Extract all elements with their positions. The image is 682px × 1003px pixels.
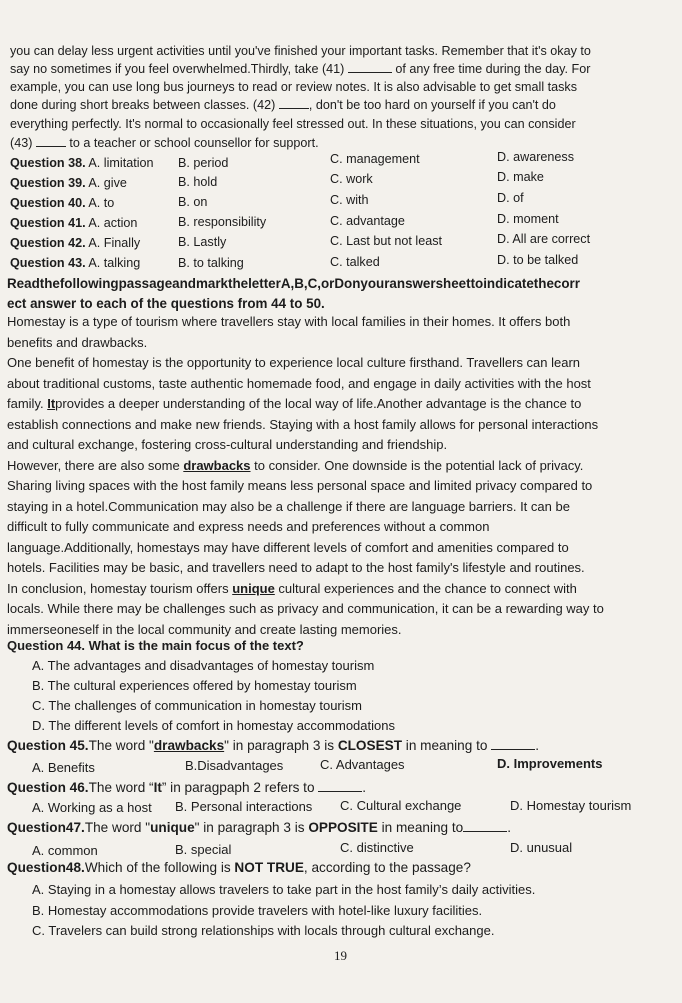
question-46-stem [7,780,366,795]
question-label: Question 43. [10,256,86,270]
option-d[interactable]: D. awareness [497,150,574,164]
q44-option-b[interactable]: B. The cultural experiences offered by homestay tourism [32,678,357,693]
option-a[interactable]: A. to [88,196,115,210]
option-b[interactable]: B. hold [178,175,218,189]
question-40 [10,196,114,210]
stem-keyword: OPPOSITE [308,820,378,835]
question-label: Question 41. [10,216,86,230]
stem-text: in meaning to [402,738,492,753]
option-d[interactable]: D. of [497,191,524,205]
q45-option-b[interactable]: B.Disadvantages [185,758,284,773]
option-c[interactable]: C. advantage [330,214,405,228]
stem-text: The word “ [88,780,154,795]
cloze-line-4 [10,98,556,113]
target-word: It [153,780,162,795]
question-label: Question48. [7,860,85,875]
stem-text: ” in paragpaph 2 refers to [161,780,319,795]
q48-option-a[interactable]: A. Staying in a homestay allows travelers to take part in the host family’s daily activities. [32,882,536,897]
instruction-line-1: ReadthefollowingpassageandmarktheletterA,B,C,orDonyouranswersheettoindicatethecorr [7,276,580,291]
q46-option-d[interactable]: D. Homestay tourism [510,798,632,813]
stem-keyword: CLOSEST [337,738,403,753]
blank-43[interactable] [36,136,66,147]
passage-line: hotels. Facilities may be basic, and travellers need to adapt to the host family's lifestyle and routines. [7,560,585,575]
option-a[interactable]: A. talking [88,256,141,270]
stem-text: . [535,738,539,753]
passage-line: One benefit of homestay is the opportunity to experience local culture firsthand. Travellers can learn [7,355,581,370]
question-label: Question 38. [10,156,86,170]
option-c[interactable]: C. Last but not least [330,234,443,248]
cloze-text: say no sometimes if you feel overwhelmed.Thirdly, take (41) [10,62,345,76]
passage-line: locals. While there may be challenges such as privacy and communication, it can be a rewarding way to [7,601,604,616]
question-label: Question 46. [7,780,89,795]
option-c[interactable]: C. work [330,172,373,186]
option-a[interactable]: A. give [88,176,127,190]
passage [7,312,671,640]
question-44-stem: Question 44. What is the main focus of the text? [7,638,304,653]
cloze-line-6 [10,136,319,151]
cloze-line-5: everything perfectly. It's normal to occasionally feel stressed out. In these situations, you can consider [10,117,576,131]
q45-option-c[interactable]: C. Advantages [320,757,405,772]
q47-option-d[interactable]: D. unusual [510,840,573,855]
q48-option-b[interactable]: B. Homestay accommodations provide travelers with hotel-like luxury facilities. [32,903,483,918]
target-word: drawbacks [153,738,225,753]
page-number: 19 [334,948,347,963]
question-38 [10,156,154,170]
option-a[interactable]: A. limitation [88,156,154,170]
option-d[interactable]: D. to be talked [497,253,579,267]
passage-line: staying in a hotel.Communication may also be a challenge if there are language barriers. It can be [7,498,570,514]
passage-text: provides a deeper understanding of the local way of life.Another advantage is the chance to [55,396,582,411]
q46-option-b[interactable]: B. Personal interactions [175,799,313,814]
stem-text: Which of the following is [84,860,235,875]
option-a[interactable]: A. action [88,216,138,230]
cloze-text: to a teacher or school counsellor for support. [69,136,319,150]
cloze-line-2 [10,62,590,77]
question-label: Question 40. [10,196,86,210]
passage-line [7,579,671,600]
stem-text: " in paragraph 3 is [194,820,309,835]
q48-option-c[interactable]: C. Travelers can build strong relationships with locals through cultural exchange. [32,923,495,938]
option-b[interactable]: B. Lastly [178,235,227,249]
passage-line [7,394,671,415]
option-b[interactable]: B. period [178,156,229,170]
question-label: Question47. [7,820,85,835]
option-c[interactable]: C. talked [330,255,380,269]
option-d[interactable]: D. make [497,170,544,184]
passage-text: cultural experiences and the chance to connect with [274,580,577,596]
stem-text: . [507,820,511,835]
q46-option-a[interactable]: A. Working as a host [32,800,152,815]
question-45-stem [7,738,539,753]
passage-line: and cultural exchange, fostering cross-cultural understanding and friendship. [7,437,448,452]
cloze-text: of any free time during the day. For [395,62,591,76]
q47-option-a[interactable]: A. common [32,843,98,858]
passage-text: to consider. One downside is the potential lack of privacy. [250,457,584,473]
cloze-line-3: example, you can use long bus journeys to read or review notes. It is also advisable to get small tasks [10,80,578,94]
question-label: Question 39. [10,176,86,190]
stem-text: . [362,780,367,795]
blank-41[interactable] [348,62,392,73]
q44-option-d[interactable]: D. The different levels of comfort in homestay accommodations [32,718,395,733]
option-b[interactable]: B. on [178,195,208,209]
question-47-stem [7,820,511,835]
question-41 [10,216,137,230]
cloze-line-1: you can delay less urgent activities until you've finished your important tasks. Remember that it's okay to [10,44,591,58]
passage-text: In conclusion, homestay tourism offers [7,580,233,596]
question-label: Question 45. [7,738,89,753]
q47-option-b[interactable]: B. special [175,842,232,857]
answer-blank[interactable] [463,821,507,832]
stem-text: The word " [88,738,154,753]
q46-option-c[interactable]: C. Cultural exchange [340,798,462,813]
question-48-stem [7,860,471,875]
q44-option-c[interactable]: C. The challenges of communication in homestay tourism [32,698,362,713]
passage-line: about traditional customs, taste authentic homemade food, and engage in daily activities with the host [7,375,591,391]
question-label: Question 42. [10,236,86,250]
question-42 [10,236,140,250]
passage-text: However, there are also some [7,457,184,473]
passage-line: immerseoneself in the local community and create lasting memories. [7,621,402,637]
passage-line: difficult to fully communicate and express needs and preferences without a common [7,519,490,534]
answer-blank[interactable] [491,739,535,750]
stem-keyword: NOT TRUE [234,860,304,875]
q44-option-a[interactable]: A. The advantages and disadvantages of homestay tourism [32,658,375,673]
q45-option-a[interactable]: A. Benefits [32,760,95,775]
stem-text: , according to the passage? [303,860,471,875]
passage-line: Homestay is a type of tourism where travellers stay with local families in their homes. It offers both [7,314,571,329]
blank-42[interactable] [279,98,309,109]
option-d[interactable]: D. All are correct [497,232,591,246]
option-b[interactable]: B. responsibility [178,215,267,229]
option-c[interactable]: C. with [330,193,369,207]
passage-line: establish connections and make new friends. Staying with a host family allows for personal interactions [7,416,599,432]
instruction-line-2: ect answer to each of the questions from 44 to 50. [7,296,325,311]
option-b[interactable]: B. to talking [178,256,244,270]
option-c[interactable]: C. management [330,152,420,166]
q47-option-c[interactable]: C. distinctive [340,840,414,855]
option-d[interactable]: D. moment [497,212,559,226]
q45-option-d[interactable]: D. Improvements [497,756,603,771]
cloze-text: , don't be too hard on yourself if you can't do [308,98,556,112]
stem-text: in meaning to [377,820,464,835]
highlighted-word-it: It [47,396,56,411]
cloze-text: (43) [10,136,33,150]
highlighted-word-unique: unique [232,580,275,596]
answer-blank[interactable] [318,781,362,792]
question-39 [10,176,127,190]
passage-line: Sharing living spaces with the host family means less personal space and limited privacy compared to [7,478,593,493]
target-word: unique [150,820,195,835]
passage-line [7,456,671,477]
option-a[interactable]: A. Finally [88,236,141,250]
cloze-text: done during short breaks between classes. (42) [10,98,276,112]
stem-text: " in paragraph 3 is [224,738,338,753]
passage-line: benefits and drawbacks. [7,334,148,350]
passage-line: language.Additionally, homestays may have different levels of comfort and amenities compared to [7,539,569,555]
question-43 [10,256,140,270]
passage-text: family. [7,396,48,411]
highlighted-word-drawbacks: drawbacks [183,457,251,473]
stem-text: The word " [84,820,151,835]
